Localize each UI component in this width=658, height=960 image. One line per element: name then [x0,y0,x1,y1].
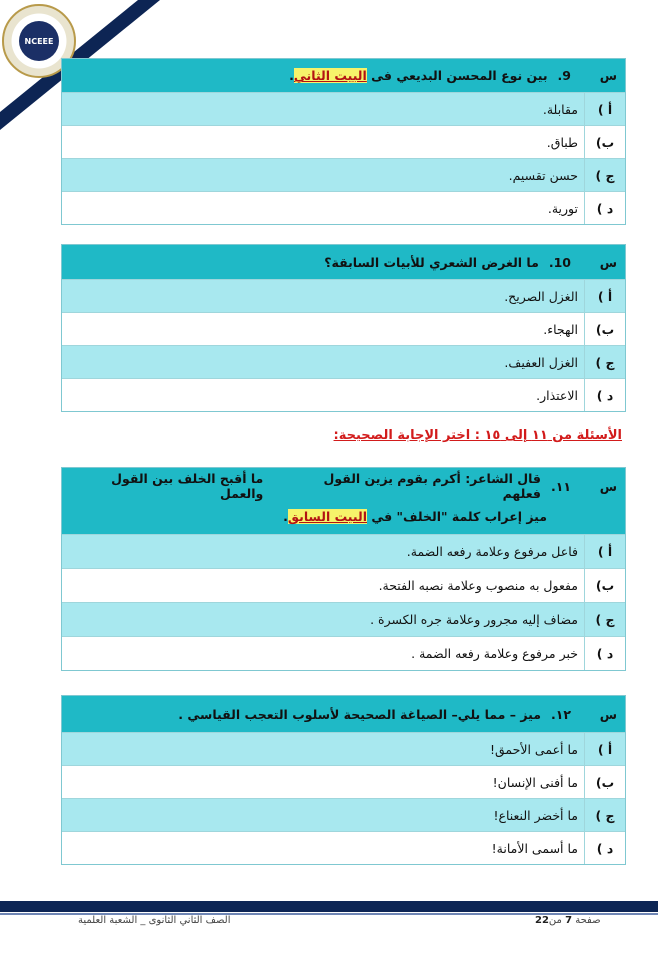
option-text: ما أسمى الأمانة! [491,840,578,856]
question-header [62,696,625,732]
verse-first-half: قال الشاعر: أكرم بقوم يزين القول فعلهم [323,471,541,501]
option-letter: أ ) [584,93,625,125]
option-text: الاعتذار. [536,387,578,403]
question-header [62,245,625,279]
option-text: ما أخضر النعناع! [493,807,578,823]
footer-page-counter [535,915,601,926]
option-letter: د ) [584,379,625,411]
question-number: 10. [548,254,571,270]
option-c[interactable] [62,602,625,636]
option-text: تورية. [547,200,578,216]
question-header [62,59,625,92]
question-text: ما الغرض الشعري للأبيات السابقة؟ [324,254,539,270]
footer-grade-label: الصف الثاني الثانوى _ الشعبة العلمية [78,915,231,926]
page-total: 22 [535,915,549,926]
option-d[interactable] [62,636,625,670]
option-text: طباق. [546,134,578,150]
question-text: ميز – مما يلي– الصياغة الصحيحة لأسلوب التعجب القياسي . [178,706,541,722]
option-letter: ب) [584,766,625,798]
logo-emblem [19,21,59,61]
option-text: ما أعمى الأحمق! [489,741,578,757]
question-label: س [599,478,617,494]
question-9 [61,58,626,225]
option-b[interactable] [62,312,625,345]
option-text: مقابلة. [542,101,578,117]
question-label: س [599,254,617,270]
question-11 [61,467,626,671]
option-text: فاعل مرفوع وعلامة رفعه الضمة. [406,544,578,559]
option-letter: د ) [584,832,625,864]
option-c[interactable] [62,798,625,831]
question-label: س [599,706,617,722]
option-text: الهجاء. [543,321,578,337]
option-letter: ب) [584,313,625,345]
page-word: صفحة [575,915,601,926]
option-text: حسن تقسيم. [508,167,578,183]
question-label: س [599,68,617,83]
question-number: ١١. [550,478,571,494]
option-d[interactable] [62,831,625,864]
option-a[interactable] [62,732,625,765]
option-letter: ج ) [584,159,625,191]
option-a[interactable] [62,92,625,125]
option-d[interactable] [62,378,625,411]
question-text: بين نوع المحسن البديعي فى البيت الثاني. [289,68,548,83]
highlighted-phrase: البيت الثاني [293,68,367,83]
option-letter: ج ) [584,799,625,831]
option-letter: أ ) [584,535,625,568]
question-number: 9. [557,68,571,83]
footer-bar [0,901,658,912]
option-letter: أ ) [584,280,625,312]
option-c[interactable] [62,158,625,191]
question-text: ميز إعراب كلمة "الخلف" في البيت السابق. [283,508,547,524]
option-b[interactable] [62,568,625,602]
question-12 [61,695,626,865]
option-text: الغزل الصريح. [504,288,578,304]
option-a[interactable] [62,534,625,568]
verse-second-half: ما أقبح الخلف بين القول والعمل [111,471,264,501]
option-d[interactable] [62,191,625,224]
option-text: خبر مرفوع وعلامة رفعه الضمة . [411,646,578,661]
of-word: من [548,915,562,926]
option-letter: أ ) [584,733,625,765]
question-10 [61,244,626,412]
option-text: الغزل العفيف. [504,354,578,370]
option-text: مفعول به منصوب وعلامة نصبه الفتحة. [378,578,578,593]
option-b[interactable] [62,765,625,798]
option-letter: ج ) [584,603,625,636]
option-letter: د ) [584,192,625,224]
option-a[interactable] [62,279,625,312]
option-b[interactable] [62,125,625,158]
option-text: مضاف إليه مجرور وعلامة جره الكسرة . [370,612,578,627]
highlighted-phrase: البيت السابق [287,508,367,524]
option-text: ما أفنى الإنسان! [492,774,578,790]
question-header [62,468,625,534]
section-title: الأسئلة من ١١ إلى ١٥ : اختر الإجابة الصحيحة: [333,428,622,443]
logo-text: NCEEE [24,36,54,46]
option-letter: ب) [584,126,625,158]
option-c[interactable] [62,345,625,378]
question-number: ١٢. [550,706,571,722]
option-letter: ب) [584,569,625,602]
option-letter: ج ) [584,346,625,378]
option-letter: د ) [584,637,625,670]
page-number: 7 [565,915,573,926]
